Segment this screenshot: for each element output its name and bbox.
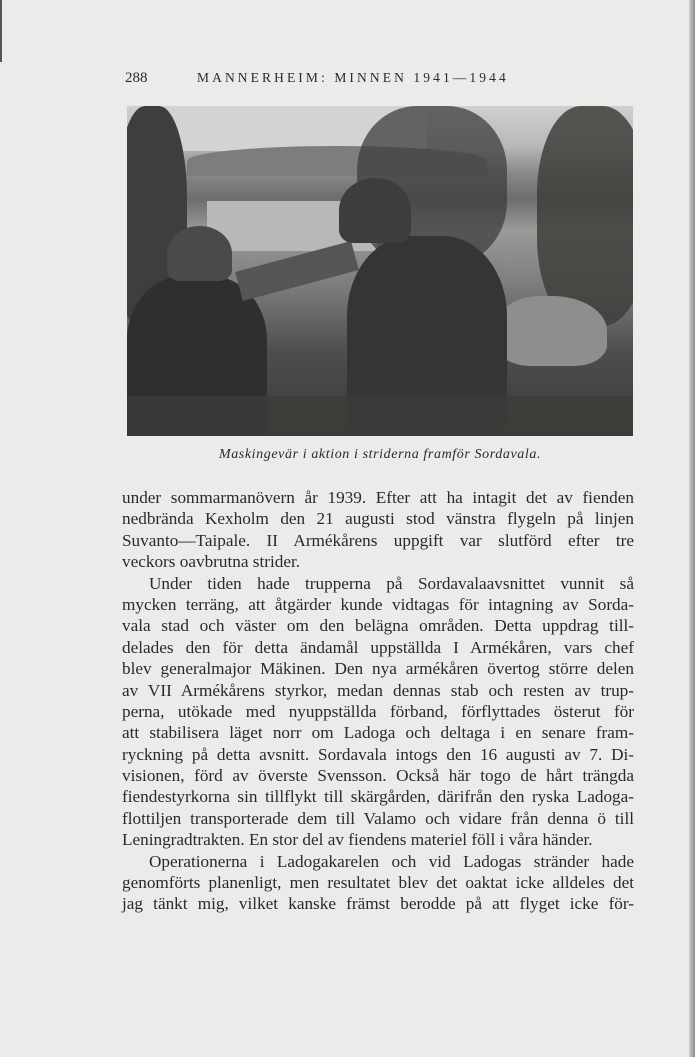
text-line	[122, 637, 634, 658]
text-line-content: jag tänkt mig, vilket kanske främst berodde på att flyget icke för-	[122, 894, 634, 914]
running-title: MANNERHEIM: MINNEN 1941—1944	[197, 70, 509, 85]
text-line-content: perna, utökade med nyuppställda förband, förflyttades österut för	[122, 701, 634, 721]
text-line-content: Operationerna i Ladogakarelen och vid Ladogas stränder hade	[149, 851, 634, 871]
text-line-content: av VII Armékårens styrkor, medan dennas stab och resten av trup-	[122, 680, 634, 700]
text-line	[122, 808, 634, 829]
text-line	[122, 701, 634, 722]
text-line-content: att stabilisera läget norr om Ladoga och deltaga i en senare fram-	[122, 723, 634, 743]
text-line-content: visionen, förd av överste Svensson. Också här togo de hårt trängda	[122, 766, 634, 786]
text-line	[122, 829, 634, 850]
text-line-content: blev generalmajor Mäkinen. Den nya armékåren övertog större delen	[122, 659, 634, 679]
text-line	[122, 851, 634, 872]
running-header	[125, 70, 585, 90]
page-number: 288	[125, 70, 148, 86]
scan-edge-left	[0, 0, 2, 62]
text-line	[122, 551, 634, 572]
text-line	[122, 573, 634, 594]
figure-caption: Maskingevär i aktion i striderna framför Sordavala.	[218, 447, 542, 462]
text-line	[122, 658, 634, 679]
body-text	[122, 487, 634, 915]
text-line-content: mycken terräng, att åtgärder kunde vidtagas för intagning av Sorda-	[122, 594, 634, 614]
scan-edge-right	[689, 0, 695, 1057]
text-line	[122, 872, 634, 893]
text-line-content: vala stad och väster om den belägna områden. Detta uppdrag till-	[122, 616, 634, 636]
text-line-content: Suvanto—Taipale. II Armékårens uppgift var slutförd efter tre	[122, 530, 634, 550]
text-line	[122, 786, 634, 807]
text-line-content: fiendestyrkorna sin tillflykt till skärgården, därifrån den ryska Ladoga-	[122, 787, 634, 807]
text-line	[122, 765, 634, 786]
text-line	[122, 530, 634, 551]
text-line	[122, 615, 634, 636]
text-line-content: flottiljen transporterade dem till Valamo och vidare från denna ö till	[122, 808, 634, 828]
text-line-content: Leningradtrakten. En stor del av fiendens materiel föll i våra händer.	[122, 830, 593, 850]
text-line-content: nedbrända Kexholm den 21 augusti stod vänstra flygeln på linjen	[122, 509, 634, 529]
text-line-content: delades den för detta ändamål uppställda I Armékåren, vars chef	[122, 637, 634, 657]
text-line-content: veckors oavbrutna strider.	[122, 552, 301, 572]
text-line	[122, 680, 634, 701]
text-line	[122, 487, 634, 508]
text-line-content: genomförts planenligt, men resultatet blev det oaktat icke alldeles det	[122, 873, 634, 893]
text-line-content: ryckning på detta avsnitt. Sordavala intogs den 16 augusti av 7. Di-	[122, 744, 634, 764]
text-line-content: under sommarmanövern år 1939. Efter att ha intagit det av fienden	[122, 488, 634, 507]
text-line	[122, 508, 634, 529]
text-line-content: Under tiden hade trupperna på Sordavalaavsnittet vunnit så	[149, 573, 634, 593]
text-line	[122, 722, 634, 743]
photograph-machine-gun-crew	[127, 106, 633, 436]
text-line	[122, 594, 634, 615]
text-line	[122, 893, 634, 914]
text-line	[122, 744, 634, 765]
